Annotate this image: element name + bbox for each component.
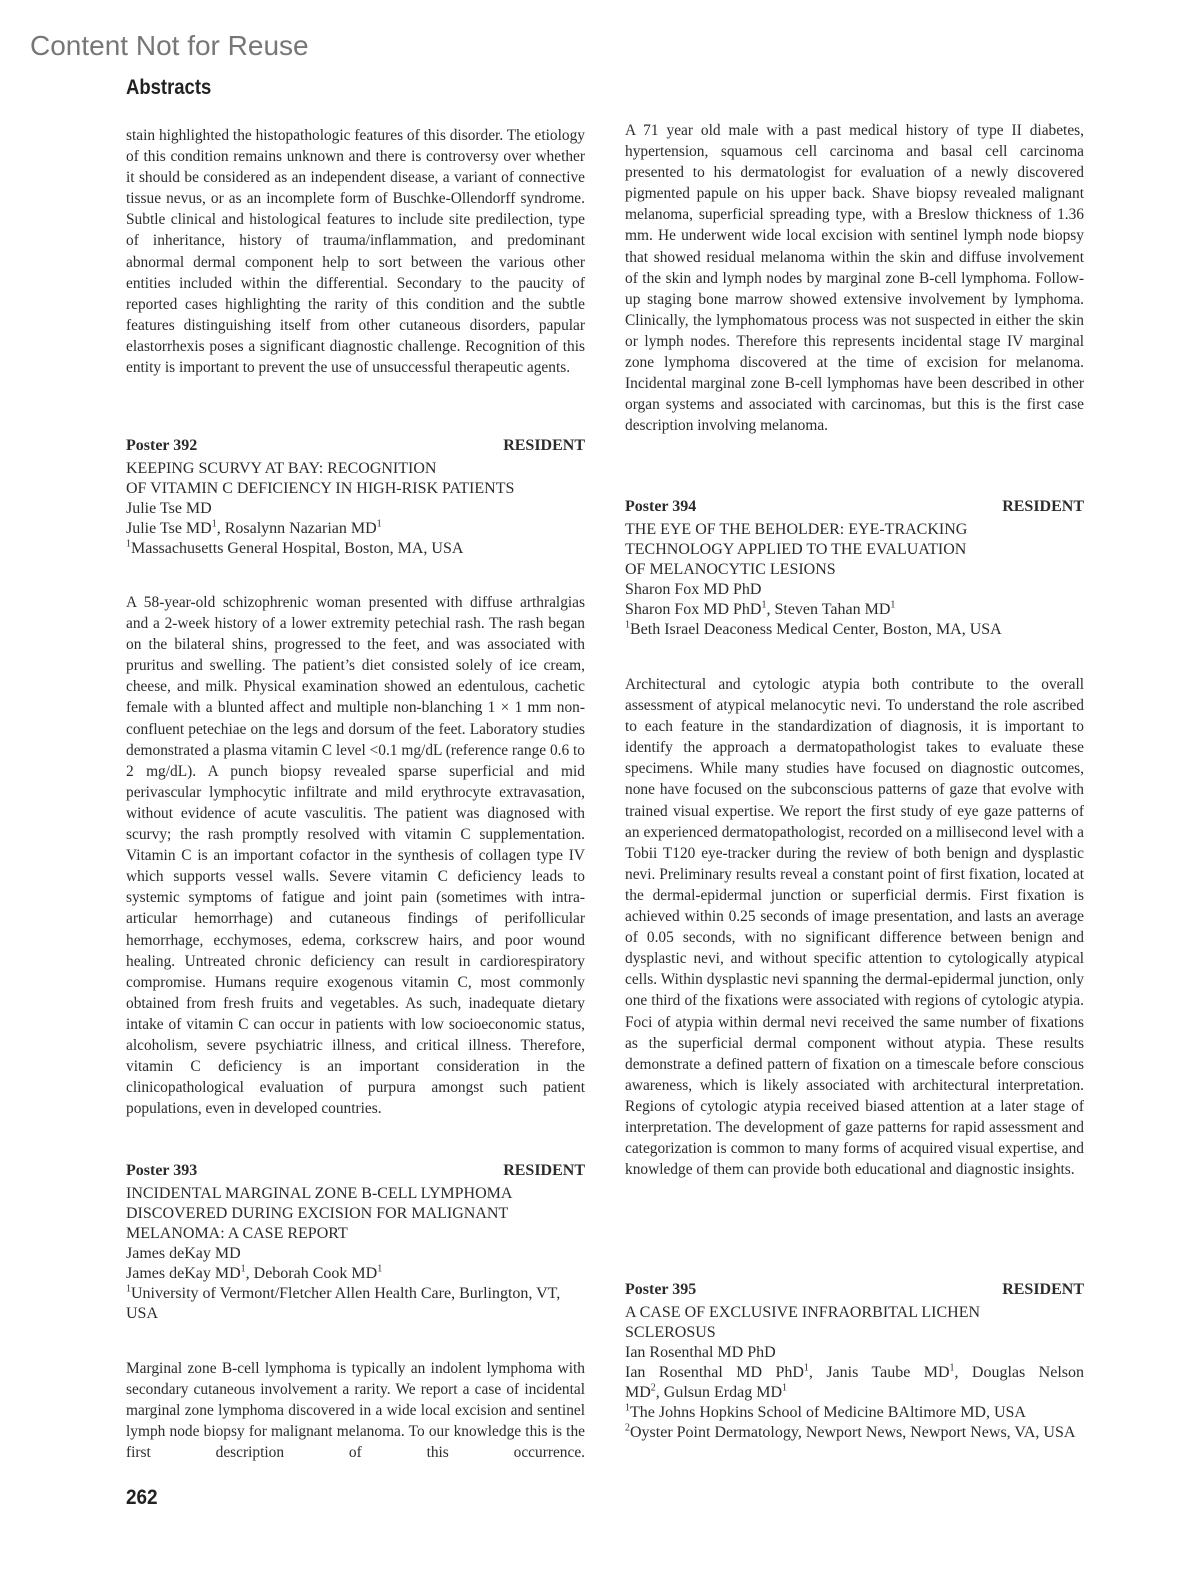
authors: Ian Rosenthal MD PhD$^1$, Janis Taube $MD^1$, Douglas Nelson xyxy=(625,1362,1085,1381)
intro-paragraph: stain highlighted the histopathologic features of this disorder. The etiology of this condition remains unknown and there is controversy over whether it should be considered as an independent disease, a variant of connective tissue nevus, or as an incomplete form of Buschke-Ollendorff syndrome. Subtle clinical and histological features to include site predilection, type of inheritance, history of trauma/inflammation, and predominant abnormal dermal component help to sort between the various other entities included within the differential. Secondary to the paucity of reported cases highlighting the rarity of this condition and the subtle features distinguishing itself from other cutaneous disorders, papular elastorrhexis poses a significant diagnostic challenge. Recognition of this entity is important to prevent the use of unsuccessful therapeutic agents. xyxy=(126,127,585,377)
title-line: KEEPING SCURVY AT BAY: RECOGNITION xyxy=(126,460,437,477)
poster-number: Poster 394 xyxy=(625,498,697,515)
title-line: OF VITAMIN C DEFICIENCY IN HIGH-RISK PATIENTS xyxy=(126,480,515,497)
category-badge: RESIDENT xyxy=(503,1162,585,1179)
poster-393-body: Marginal zone B-cell lymphoma is typically an indolent lymphoma with secondary cutaneous involvement a rarity. We report a case of incidental marginal zone lymphoma discovered in a wide local excision and sentinel lymph node biopsy for malignant melanoma. To our knowledge this is the first description of this occurrence. xyxy=(126,1360,585,1462)
title-line: INCIDENTAL MARGINAL ZONE B-CELL LYMPHOMA xyxy=(126,1185,513,1202)
affiliation: $^1$University of Vermont/Fletcher Allen Health Care, Burlington, VT, USA xyxy=(126,1283,561,1322)
affiliation: $^1$Beth Israel Deaconess Medical Center, Boston, MA, USA xyxy=(625,619,1002,638)
title-line: THE EYE OF THE BEHOLDER: EYE-TRACKING xyxy=(625,521,968,538)
category-badge: RESIDENT xyxy=(1002,498,1084,515)
title-line: TECHNOLOGY APPLIED TO THE EVALUATION xyxy=(625,541,967,558)
title-line: A CASE OF EXCLUSIVE INFRAORBITAL LICHEN xyxy=(625,1304,981,1321)
title-line: DISCOVERED DURING EXCISION FOR MALIGNANT xyxy=(126,1205,509,1222)
presenter: Ian Rosenthal MD PhD xyxy=(625,1344,776,1361)
presenter: Julie Tse MD xyxy=(126,500,212,517)
poster-393 xyxy=(126,1161,585,1324)
poster-number: Poster 393 xyxy=(126,1162,198,1179)
authors: Sharon Fox MD PhD$^1$, Steven Tahan $MD^1$ xyxy=(625,599,896,618)
poster-394 xyxy=(625,497,1084,640)
authors: $MD^2$, Gulsun Erdag $MD^1$ xyxy=(625,1382,787,1401)
affiliation: $^2$Oyster Point Dermatology, Newport News, Newport News, VA, USA xyxy=(625,1422,1076,1441)
presenter: James deKay MD xyxy=(126,1245,241,1262)
presenter: Sharon Fox MD PhD xyxy=(625,581,762,598)
poster-number: Poster 392 xyxy=(126,437,198,454)
continued-paragraph: A 71 year old male with a past medical history of type II diabetes, hypertension, squamous cell carcinoma and basal cell carcinoma presented to his dermatologist for evaluation of a newly discovered pigmented papule on his upper back. Shave biopsy revealed malignant melanoma, superficial spreading type, with a Breslow thickness of 1.36 mm. He underwent wide local excision with sentinel lymph node biopsy that showed residual melanoma within the skin and diffuse involvement of the skin and lymph nodes by marginal zone B-cell lymphoma. Follow-up staging bone marrow showed extensive involvement by lymphoma. Clinically, the lymphomatous process was not suspected in either the skin or lymph nodes. Therefore this represents incidental stage IV marginal zone lymphoma discovered at the time of excision for melanoma. Incidental marginal zone B-cell lymphomas have been described in other organ systems and associated with carcinomas, but this is the first case description involving melanoma. xyxy=(625,122,1084,435)
title-line: MELANOMA: A CASE REPORT xyxy=(126,1225,348,1242)
authors: Julie Tse $MD^1$, Rosalynn Nazarian $MD^1$ xyxy=(126,518,382,537)
poster-392 xyxy=(126,436,585,559)
watermark: Content Not for Reuse xyxy=(30,30,309,61)
page-number: 262 xyxy=(126,1486,158,1509)
category-badge: RESIDENT xyxy=(1002,1281,1084,1298)
affiliation: $^1$Massachusetts General Hospital, Boston, MA, USA xyxy=(126,538,464,557)
authors: James deKay $MD^1$, Deborah Cook $MD^1$ xyxy=(126,1263,383,1282)
title-line: OF MELANOCYTIC LESIONS xyxy=(625,561,836,578)
title-line: SCLEROSUS xyxy=(625,1324,716,1341)
poster-395 xyxy=(625,1280,1084,1443)
poster-number: Poster 395 xyxy=(625,1281,697,1298)
category-badge: RESIDENT xyxy=(503,437,585,454)
affiliation: $^1$The Johns Hopkins School of Medicine BAltimore MD, USA xyxy=(625,1402,1026,1421)
poster-394-body: Architectural and cytologic atypia both contribute to the overall assessment of atypical melanocytic nevi. To understand the role ascribed to each feature in the standardization of diagnosis, it is important to identify the approach a dermatopathologist takes to evaluate these specimens. While many studies have focused on diagnostic outcomes, none have focused on the subconscious patterns of gaze that evolve with trained visual expertise. We report the first study of eye gaze patterns of an experienced dermatopathologist, recorded on a millisecond level with a Tobii T120 eye-tracker during the review of both benign and dysplastic nevi. Preliminary results reveal a constant point of first fixation, located at the dermal-epidermal junction or superficial dermis. First fixation is achieved within 0.25 seconds of image presentation, and lasts an average of 0.05 seconds, with no significant difference between benign and dysplastic nevi, and without specific attention to cytologically atypical cells. Within dysplastic nevi spanning the dermal-epidermal junction, only one third of the fixations were associated with regions of cytologic atypia. Foci of atypia within dermal nevi received the same number of fixations as the superficial dermal component without atypia. These results demonstrate a defined pattern of fixation on a timescale before conscious awareness, which is likely associated with architectural interpretation. Regions of cytologic atypia received biased attention at a later stage of interpretation. The development of gaze patterns for rapid assessment and categorization is common to many forms of acquired visual expertise, and knowledge of them can provide both educational and diagnostic insights. xyxy=(625,676,1084,1179)
poster-392-body: A 58-year-old schizophrenic woman presented with diffuse arthralgias and a 2-week history of a lower extremity petechial rash. The rash began on the bilateral shins, progressed to the feet, and was associated with pruritus and swelling. The patient’s diet consisted solely of ice cream, cheese, and milk. Physical examination showed an edentulous, cachetic female with a blunted affect and multiple non-blanching 1 × 1 mm non-confluent petechiae on the legs and dorsum of the feet. Laboratory studies demonstrated a plasma vitamin C level <0.1 mg/dL (reference range 0.6 to 2 mg/dL). A punch biopsy revealed sparse superficial and mid perivascular lymphocytic infiltrate and mild erythrocyte extravasation, without evidence of acute vasculitis. The patient was diagnosed with scurvy; the rash promptly resolved with vitamin C supplementation. Vitamin C is an important cofactor in the synthesis of collagen type IV which supports vessel walls. Severe vitamin C deficiency leads to systemic symptoms of fatigue and joint pain (sometimes with intra-articular hemorrhage) and cutaneous findings of perifollicular hemorrhage, ecchymoses, edema, corkscrew hairs, and poor wound healing. Untreated chronic deficiency can result in cardiorespiratory compromise. Humans require exogenous vitamin C, most commonly obtained from fresh fruits and vegetables. As such, inadequate dietary intake of vitamin C can occur in patients with low socioeconomic status, alcoholism, severe psychiatric illness, and critical illness. Therefore, vitamin C deficiency is an important consideration in the clinicopathological evaluation of purpura amongst such patient populations, even in developed countries. xyxy=(126,594,585,1118)
section-title: Abstracts xyxy=(126,76,212,99)
